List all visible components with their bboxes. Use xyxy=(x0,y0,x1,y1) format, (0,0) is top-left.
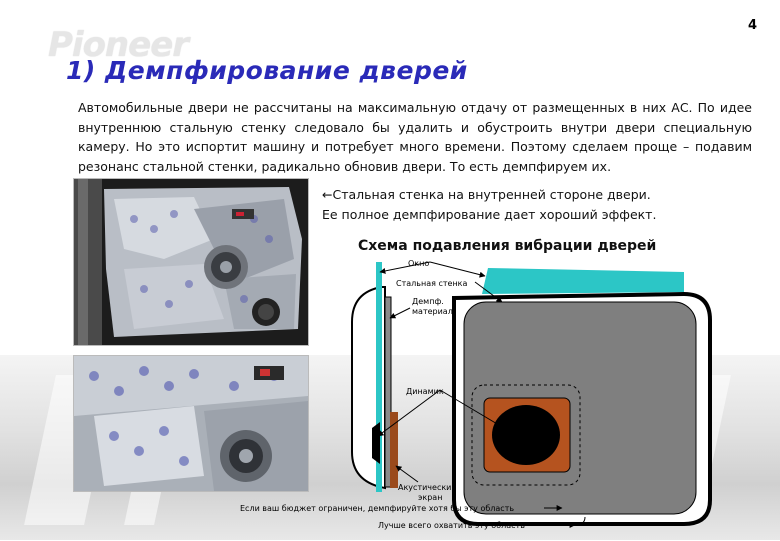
label-window: Окно xyxy=(408,259,430,268)
page-number: 4 xyxy=(748,18,758,33)
vibration-schema xyxy=(240,232,760,537)
label-baffle-1: Акустический xyxy=(398,483,457,492)
label-steel-wall: Стальная стенка xyxy=(396,279,468,288)
label-baffle-2: экран xyxy=(418,493,443,502)
door-section-speaker xyxy=(372,422,380,464)
caption-line-1: ←Стальная стенка на внутренней стороне двери. xyxy=(322,187,651,202)
pioneer-logo: Pioneer xyxy=(48,25,189,65)
caption-line-2: Ее полное демпфирование дает хороший эффект. xyxy=(322,206,657,222)
door-section-baffle xyxy=(390,412,398,488)
schema-title: Схема подавления вибрации дверей xyxy=(358,238,657,254)
window-glass xyxy=(482,268,684,294)
label-note-budget: Если ваш бюджет ограничен, демпфируйте хотя бы эту область xyxy=(240,504,515,513)
photo-caption xyxy=(322,185,708,224)
label-damping-2: материал xyxy=(412,307,453,316)
arrow-window-right xyxy=(430,262,485,276)
label-note-cover: Лучше всего охватить эту область xyxy=(378,521,525,530)
arrow-damping xyxy=(390,308,410,318)
label-damping-1: Демпф. xyxy=(412,297,444,306)
speaker-cone xyxy=(492,405,560,465)
slide-title: 1) Демпфирование дверей xyxy=(66,56,468,85)
label-speaker: Динамик xyxy=(406,387,444,396)
intro-paragraph: Автомобильные двери не рассчитаны на максимальную отдачу от размещенных в них АС. По идее внутреннюю стальную стенку следовало бы удалить и обустроить внутри двери специальную камеру. Но это испортит машину и потребует много времени. Поэтому сделаем проще – подавим резонанс стальной стенки, радикально обновив двери. То есть демпфируем их. xyxy=(78,100,752,174)
arrow-baffle xyxy=(396,466,418,482)
